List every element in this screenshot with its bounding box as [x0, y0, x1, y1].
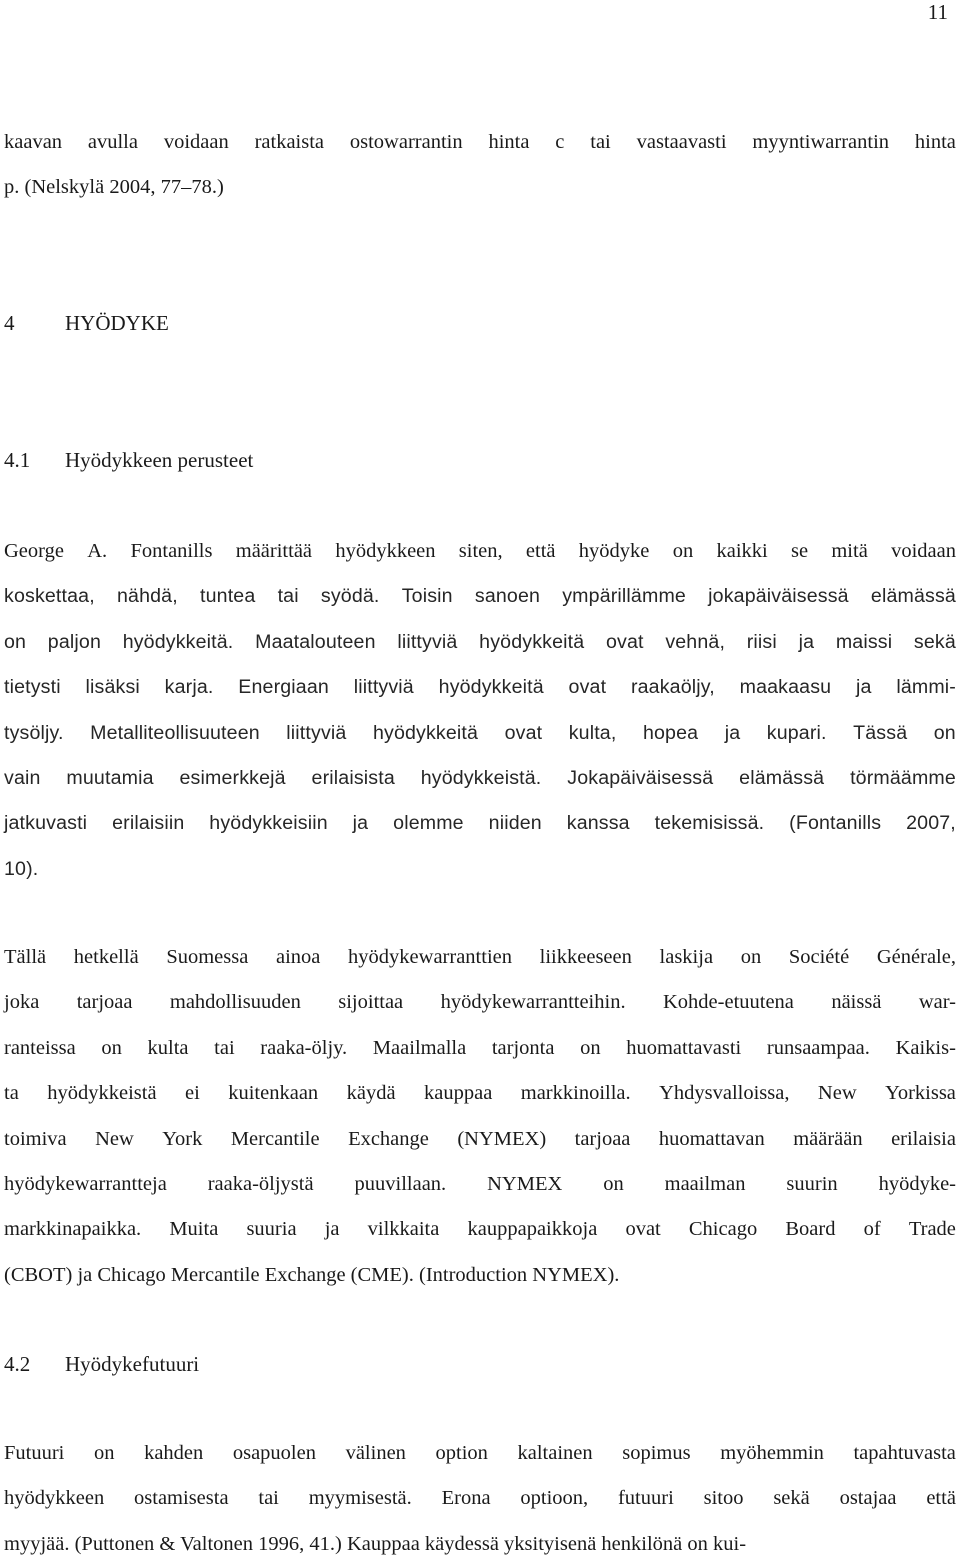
section-title: Hyödykefutuuri	[65, 1352, 200, 1376]
paragraph-futuuri	[4, 1431, 956, 1567]
paragraph-suomessa	[4, 935, 956, 1298]
section-number: 4	[4, 311, 15, 335]
section-number: 4.2	[4, 1352, 31, 1376]
text-line: tietysti lisäksi karja. Energiaan liittyviä hyödykkeitä ovat raakaöljy, maakaasu ja lämmi-	[4, 676, 956, 699]
paragraph-fontanills	[4, 529, 956, 892]
section-title: Hyödykkeen perusteet	[65, 448, 254, 472]
text-line: tysöljy. Metalliteollisuuteen liittyviä hyödykkeitä ovat kulta, hopea ja kupari. Tässä on	[4, 721, 956, 744]
text-line: joka tarjoaa mahdollisuuden sijoittaa hyödykewarrantteihin. Kohde-etuutena näissä war-	[4, 991, 956, 1014]
text-line: Futuuri on kahden osapuolen välinen option kaltainen sopimus myöhemmin tapahtuvasta	[4, 1442, 956, 1464]
text-line: George A. Fontanills määrittää hyödykkeen siten, että hyödyke on kaikki se mitä voidaan	[4, 540, 956, 562]
text-line: vain muutamia esimerkkejä erilaisista hyödykkeistä. Jokapäiväisessä elämässä törmäämme	[4, 766, 956, 789]
text-line: ranteissa on kulta tai raaka-öljy. Maailmalla tarjonta on huomattavasti runsaampaa. Kaikis-	[4, 1036, 956, 1059]
page-number: 11	[927, 0, 948, 24]
section-heading-4-1	[4, 445, 253, 475]
section-title: HYÖDYKE	[65, 311, 169, 335]
text-line: toimiva New York Mercantile Exchange (NYMEX) tarjoaa huomattavan määrään erilaisia	[4, 1127, 956, 1150]
text-line: hyödykkeen ostamisesta tai myymisestä. Erona optioon, futuuri sitoo sekä ostajaa että	[4, 1487, 956, 1510]
text-line: p. (Nelskylä 2004, 77–78.)	[4, 176, 224, 199]
text-line: ta hyödykkeistä ei kuitenkaan käydä kauppaa markkinoilla. Yhdysvalloissa, New Yorkissa	[4, 1082, 956, 1105]
section-heading-4	[4, 308, 169, 338]
text-line: jatkuvasti erilaisiin hyödykkeisiin ja olemme niiden kanssa tekemisissä. (Fontanills 2007,	[4, 812, 956, 835]
text-line: on paljon hyödykkeitä. Maatalouteen liittyviä hyödykkeitä ovat vehnä, riisi ja maissi sekä	[4, 630, 956, 653]
text-line: Tällä hetkellä Suomessa ainoa hyödykewarranttien liikkeeseen laskija on Société Générale,	[4, 946, 956, 968]
section-number: 4.1	[4, 448, 31, 472]
text-line: myyjää. (Puttonen & Valtonen 1996, 41.) Kauppaa käydessä yksityisenä henkilönä on kui-	[4, 1532, 747, 1555]
text-line: markkinapaikka. Muita suuria ja vilkkaita kauppapaikkoja ovat Chicago Board of Trade	[4, 1218, 956, 1241]
text-line: (CBOT) ja Chicago Mercantile Exchange (CME). (Introduction NYMEX).	[4, 1263, 620, 1286]
intro-paragraph	[4, 120, 956, 211]
text-line: kaavan avulla voidaan ratkaista ostowarrantin hinta c tai vastaavasti myyntiwarrantin hinta	[4, 131, 956, 153]
section-heading-4-2	[4, 1349, 199, 1379]
text-line: 10).	[4, 857, 39, 880]
text-line: hyödykewarrantteja raaka-öljystä puuvillaan. NYMEX on maailman suurin hyödyke-	[4, 1172, 956, 1195]
text-line: koskettaa, nähdä, tuntea tai syödä. Toisin sanoen ympärillämme jokapäiväisessä elämässä	[4, 585, 956, 608]
